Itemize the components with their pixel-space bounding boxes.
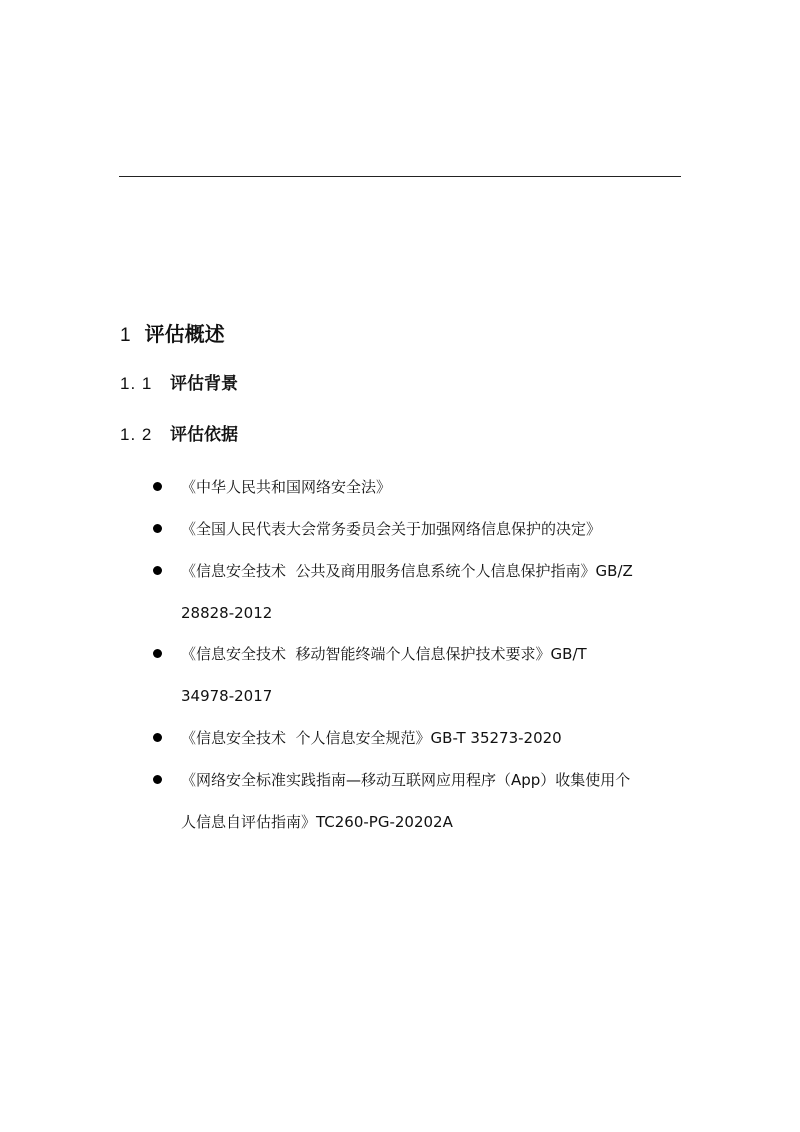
section-title: 评估概述 xyxy=(144,322,225,346)
bullet-icon xyxy=(153,649,162,658)
reference-text xyxy=(181,550,683,634)
reference-text xyxy=(181,508,683,550)
reference-text xyxy=(181,633,683,717)
subsection-number: 1. 1 xyxy=(120,374,153,393)
subsection-number: 1. 2 xyxy=(120,425,153,444)
reference-line: 《全国人民代表大会常务委员会关于加强网络信息保护的决定》 xyxy=(181,520,602,538)
subsection-title: 评估依据 xyxy=(170,425,238,445)
reference-line-continued: 人信息自评估指南》TC260-PG-20202A xyxy=(181,813,453,831)
reference-line: 《信息安全技术 移动智能终端个人信息保护技术要求》GB/T xyxy=(181,645,587,663)
section-number: 1 xyxy=(120,325,131,346)
reference-line: 《网络安全标准实践指南—移动互联网应用程序（App）收集使用个 xyxy=(181,771,631,789)
reference-line: 《中华人民共和国网络安全法》 xyxy=(181,478,392,496)
reference-line: 《信息安全技术 个人信息安全规范》GB-T 35273-2020 xyxy=(181,729,562,747)
reference-text xyxy=(181,759,683,843)
bullet-icon xyxy=(153,775,162,784)
reference-line: 《信息安全技术 公共及商用服务信息系统个人信息保护指南》GB/Z xyxy=(181,562,633,580)
reference-line-continued: 28828-2012 xyxy=(181,604,273,622)
subsection-title: 评估背景 xyxy=(170,374,238,394)
bullet-icon xyxy=(153,524,162,533)
reference-text xyxy=(181,717,683,759)
bullet-icon xyxy=(153,566,162,575)
reference-text xyxy=(181,466,683,508)
reference-line-continued: 34978-2017 xyxy=(181,687,273,705)
bullet-icon xyxy=(153,482,162,491)
bullet-icon xyxy=(153,733,162,742)
